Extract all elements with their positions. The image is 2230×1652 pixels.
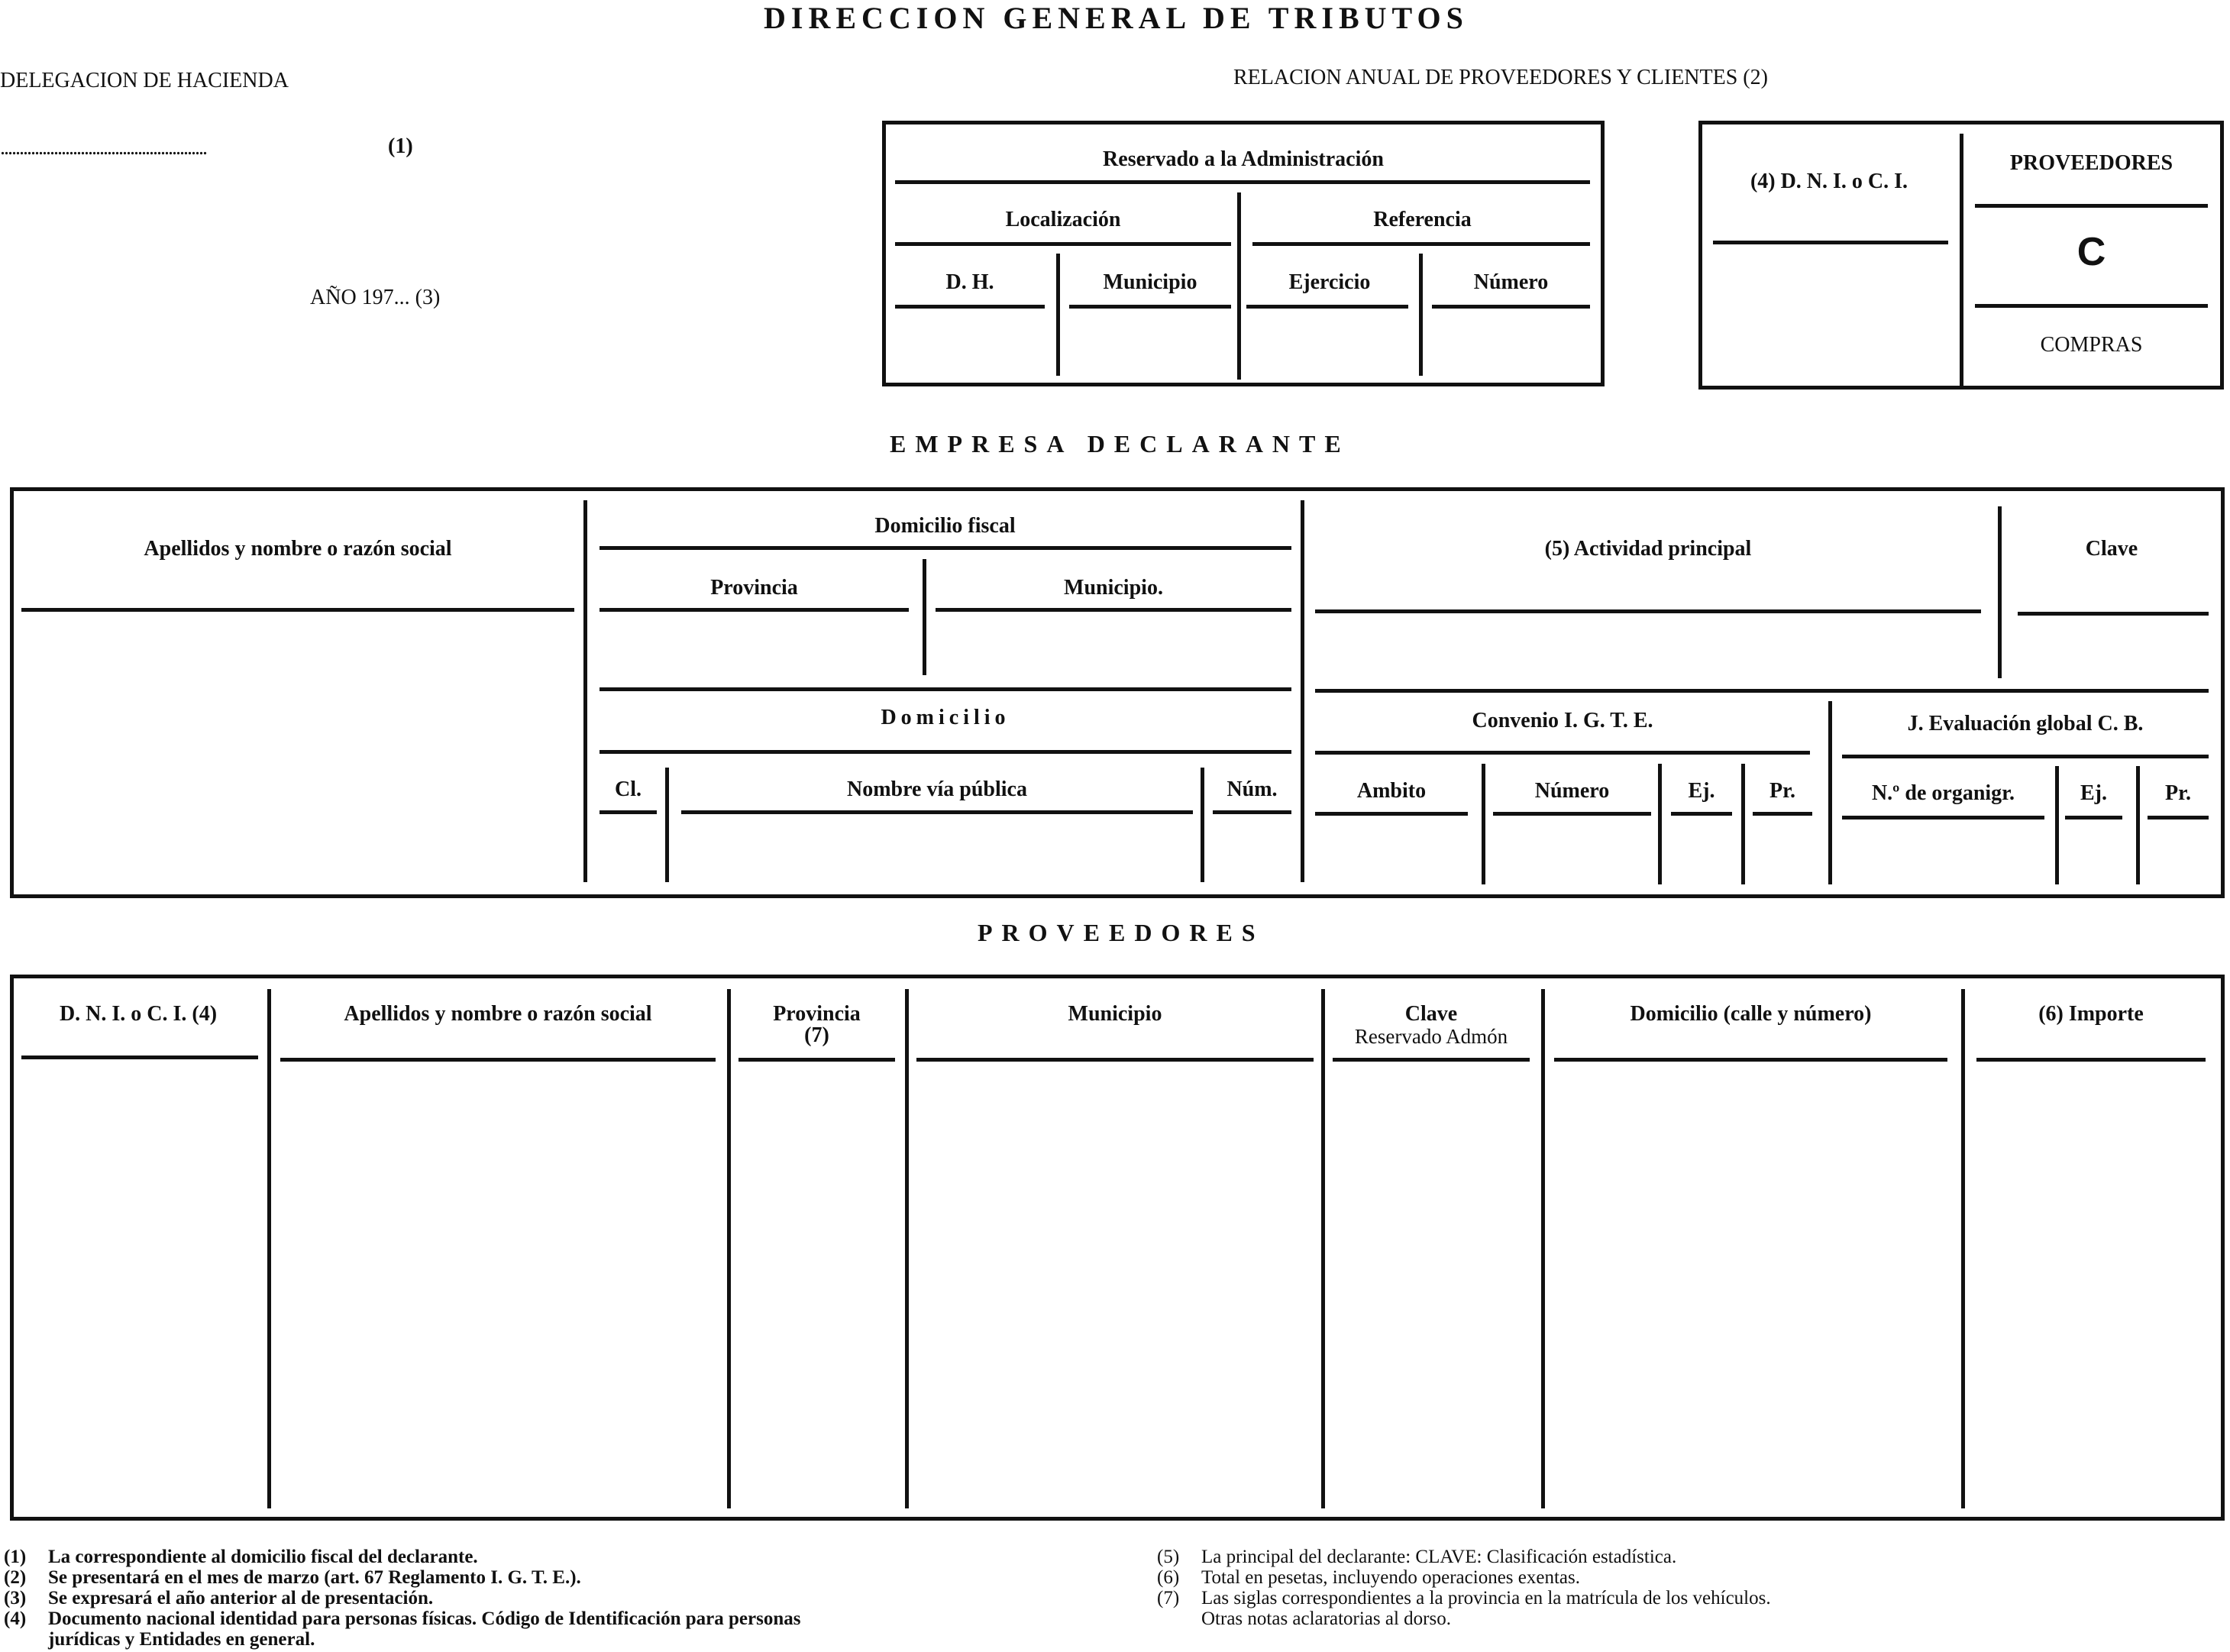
note-item xyxy=(4,1547,1111,1567)
cl-field[interactable] xyxy=(600,817,662,882)
provincia-column[interactable] xyxy=(733,1065,901,1512)
provincia-field[interactable] xyxy=(600,615,913,676)
divider xyxy=(2018,612,2209,616)
divider xyxy=(1842,755,2209,758)
note-item xyxy=(1157,1547,2226,1567)
domicilio-column[interactable] xyxy=(1547,1065,1958,1512)
apellidos-label: Apellidos y nombre o razón social xyxy=(144,537,452,561)
note-number: (5) xyxy=(1157,1547,1180,1567)
divider xyxy=(1321,989,1325,1508)
note-text: jurídicas y Entidades en general. xyxy=(48,1629,315,1650)
note-text: Documento nacional identidad para personas físicas. Código de Identificación para personas xyxy=(48,1608,801,1629)
divider xyxy=(600,750,1291,754)
col-provincia-ref: (7) xyxy=(804,1023,829,1047)
referencia-label: Referencia xyxy=(1373,208,1472,231)
pr-label: Pr. xyxy=(1769,779,1795,803)
divider xyxy=(1056,254,1060,376)
numero-field[interactable] xyxy=(1424,309,1600,377)
note-text: Se presentará en el mes de marzo (art. 67 Reglamento I. G. T. E.). xyxy=(48,1567,581,1588)
divider xyxy=(1482,764,1485,884)
actividad-label: (5) Actividad principal xyxy=(1544,537,1752,561)
localizacion-label: Localización xyxy=(1005,208,1121,231)
provincia-label: Provincia xyxy=(710,576,798,600)
divider xyxy=(21,1056,258,1059)
divider xyxy=(600,546,1291,550)
ejercicio-field[interactable] xyxy=(1243,309,1417,377)
num-label: Núm. xyxy=(1226,778,1278,801)
municipio-label: Municipio xyxy=(1103,270,1197,294)
divider xyxy=(1658,764,1662,884)
divider xyxy=(916,1058,1314,1062)
divider xyxy=(1301,500,1304,882)
divider xyxy=(738,1058,895,1062)
divider xyxy=(267,989,271,1508)
clave-column[interactable] xyxy=(1327,1065,1538,1512)
note-number: (3) xyxy=(4,1588,27,1608)
note-number: (1) xyxy=(4,1547,27,1567)
divider xyxy=(1315,609,1981,613)
ej-label: Ej. xyxy=(1688,779,1715,803)
divider xyxy=(1237,192,1241,380)
clave-label: Clave xyxy=(2085,537,2138,561)
divider xyxy=(1333,1058,1530,1062)
note-text: Otras notas aclaratorias al dorso. xyxy=(1201,1608,1451,1629)
divider xyxy=(1975,204,2208,208)
col-dni-label: D. N. I. o C. I. (4) xyxy=(59,1002,218,1026)
ejercicio-label: Ejercicio xyxy=(1288,270,1371,294)
note-item xyxy=(1157,1608,2226,1629)
municipio-field[interactable] xyxy=(1062,309,1236,377)
divider xyxy=(583,500,587,882)
note-number xyxy=(1157,1608,1201,1629)
nombre-via-label: Nombre vía pública xyxy=(847,778,1027,801)
dni-label: (4) D. N. I. o C. I. xyxy=(1750,170,1908,193)
divider xyxy=(727,989,731,1508)
divider xyxy=(1201,768,1204,882)
note-text: Las siglas correspondientes a la provincia en la matrícula de los vehículos. xyxy=(1201,1588,1771,1608)
apellidos-column[interactable] xyxy=(273,1065,724,1512)
organigr-field[interactable] xyxy=(1837,822,2051,883)
divider xyxy=(1671,812,1732,816)
divider xyxy=(280,1058,716,1062)
domicilio-label: Domicilio xyxy=(881,706,1010,729)
note-text: La principal del declarante: CLAVE: Clasificación estadística. xyxy=(1201,1547,1677,1567)
divider xyxy=(2148,816,2209,820)
municipio-column[interactable] xyxy=(911,1065,1317,1512)
ambito-label: Ambito xyxy=(1356,779,1427,803)
divider xyxy=(1713,241,1948,244)
importe-column[interactable] xyxy=(1967,1065,2216,1512)
note-number: (4) xyxy=(4,1608,27,1629)
divider xyxy=(936,608,1291,612)
municipio-field[interactable] xyxy=(932,615,1291,676)
divider xyxy=(681,810,1193,814)
divider xyxy=(1741,764,1745,884)
note-text: La correspondiente al domicilio fiscal del declarante. xyxy=(48,1547,478,1567)
pr2-field[interactable] xyxy=(2143,822,2213,883)
note-item xyxy=(4,1629,1111,1650)
clave-field[interactable] xyxy=(2009,617,2209,678)
divider xyxy=(1960,134,1963,386)
nombre-via-field[interactable] xyxy=(672,817,1197,882)
apellidos-field[interactable] xyxy=(21,615,579,890)
divider xyxy=(1961,989,1965,1508)
divider xyxy=(21,608,574,612)
col-clave-label: Clave xyxy=(1404,1002,1458,1026)
divider xyxy=(1315,751,1810,755)
delegacion-dots[interactable]: ...................................................... xyxy=(0,136,206,160)
note-item xyxy=(4,1588,1111,1608)
empresa-title: EMPRESA DECLARANTE xyxy=(890,430,1350,457)
divider xyxy=(665,768,669,882)
admin-title: Reservado a la Administración xyxy=(1103,147,1384,171)
form-title: DIRECCION GENERAL DE TRIBUTOS xyxy=(764,1,1469,35)
ambito-field[interactable] xyxy=(1315,819,1479,884)
pr-field[interactable] xyxy=(1747,819,1824,884)
divider xyxy=(1493,812,1651,816)
proveedores-title: PROVEEDORES xyxy=(978,919,1265,946)
note-item xyxy=(4,1567,1111,1588)
col-importe-label: (6) Importe xyxy=(2038,1002,2144,1026)
ej-field[interactable] xyxy=(1663,819,1740,884)
divider xyxy=(600,608,909,612)
divider xyxy=(1975,304,2208,308)
divider xyxy=(1828,701,1832,884)
convenio-label: Convenio I. G. T. E. xyxy=(1472,709,1653,732)
col-municipio-label: Municipio xyxy=(1068,1002,1162,1026)
delegacion-ref: (1) xyxy=(388,134,413,158)
dh-field[interactable] xyxy=(897,309,1055,377)
divider xyxy=(1554,1058,1947,1062)
type-letter: C xyxy=(2076,230,2106,274)
divider xyxy=(2055,766,2059,884)
dni-field[interactable] xyxy=(1713,246,1957,383)
note-text: Total en pesetas, incluyendo operaciones exentas. xyxy=(1201,1567,1580,1588)
divider xyxy=(1998,506,2002,678)
municipio-label: Municipio. xyxy=(1064,576,1163,600)
notes-left xyxy=(4,1547,1111,1650)
note-item xyxy=(4,1608,1111,1629)
divider xyxy=(1252,242,1590,246)
numero-label: Número xyxy=(1534,779,1610,803)
divider xyxy=(905,989,909,1508)
domicilio-fiscal-label: Domicilio fiscal xyxy=(874,514,1016,538)
dh-label: D. H. xyxy=(945,270,994,294)
col-domicilio-label: Domicilio (calle y número) xyxy=(1630,1002,1872,1026)
note-item xyxy=(1157,1567,2226,1588)
divider xyxy=(1842,816,2044,820)
divider xyxy=(600,810,657,814)
divider xyxy=(1315,689,2209,693)
note-item xyxy=(1157,1588,2226,1608)
col-apellidos-label: Apellidos y nombre o razón social xyxy=(344,1002,652,1026)
note-number: (6) xyxy=(1157,1567,1180,1588)
delegacion-label: DELEGACION DE HACIENDA xyxy=(0,69,289,92)
organigr-label: N.º de organigr. xyxy=(1871,781,2015,805)
dni-column[interactable] xyxy=(21,1065,264,1512)
divider xyxy=(2065,816,2122,820)
divider xyxy=(1213,810,1291,814)
note-number xyxy=(4,1629,48,1650)
actividad-field[interactable] xyxy=(1315,616,1980,677)
note-number: (7) xyxy=(1157,1588,1180,1608)
pr2-label: Pr. xyxy=(2165,781,2191,805)
divider xyxy=(895,242,1231,246)
note-text: Se expresará el año anterior al de presentación. xyxy=(48,1588,434,1608)
notes-right xyxy=(1157,1547,2226,1629)
divider xyxy=(600,687,1291,691)
divider xyxy=(1976,1058,2206,1062)
cl-label: Cl. xyxy=(615,778,642,801)
divider xyxy=(895,180,1590,184)
divider xyxy=(1419,254,1423,376)
note-number: (2) xyxy=(4,1567,27,1588)
numero-label: Número xyxy=(1473,270,1549,294)
compras-label: COMPRAS xyxy=(2040,333,2143,357)
evaluacion-label: J. Evaluación global C. B. xyxy=(1907,712,2144,735)
numero-field[interactable] xyxy=(1488,819,1656,884)
divider xyxy=(1753,812,1812,816)
proveedores-label: PROVEEDORES xyxy=(2009,151,2173,175)
col-provincia-label: Provincia xyxy=(773,1002,861,1026)
ej2-label: Ej. xyxy=(2080,781,2107,805)
divider xyxy=(1315,812,1468,816)
divider xyxy=(2136,766,2140,884)
ej2-field[interactable] xyxy=(2062,822,2132,883)
col-clave-sub: Reservado Admón xyxy=(1354,1025,1508,1048)
relacion-title: RELACION ANUAL DE PROVEEDORES Y CLIENTES (2) xyxy=(1233,66,1768,89)
anio-label[interactable]: AÑO 197... (3) xyxy=(310,286,441,309)
divider xyxy=(1541,989,1545,1508)
num-field[interactable] xyxy=(1207,817,1291,882)
divider xyxy=(923,559,926,675)
